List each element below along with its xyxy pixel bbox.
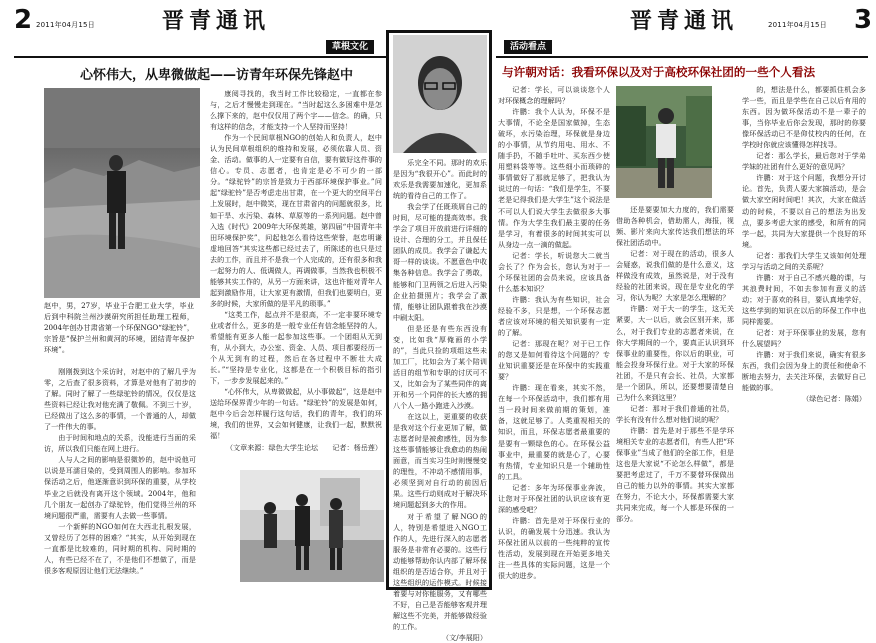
- paragraph: 在这以上，更重要的收获是我对这个行业更加了解，做志愿者时是被愈感性，因为参这些事情能够让我愈动的热闹面意，而当实习生时则慢慢变的理性，不冲动不感情用事，必须坚到对自行动的前因后果。这些行动则成对于解决环境问题起到多大的作用。: [393, 412, 487, 510]
- paragraph: 许鹏：对于大一的学生，这无关紧要，大一以后，就会区别开来，那么，对于我们专业的志愿者来说，在你大学期间的一个，要真正认识到环保事业的重要性，你以后的职业，可能会投身环保行业。对于大家的环保社团，不是只有会长、社员，大家都是一个团队，所以，还要想要清楚自己为什么来到这里？: [616, 304, 734, 402]
- paragraph: 许鹏：首先是对于那些不是学环境相关专业的志愿者们，有些人把“环保事业”当成了他们的全部工作，但是这也是大家说“不论怎么样做”，都是要把考虑过了，千万不要替环保做出自己的能力以外的事情。其实大家都在努力，不论大小，环保都需要大家共同来完成，每一个人都是环保的一部分。: [616, 425, 734, 524]
- paragraph: 记者：多年为环保事业奔波，让您对于环保社团的认识应该有更深的感受吧？: [498, 482, 610, 514]
- paragraph: 乐完全不同。那时的欢乐是因为“我很开心”。而此时的欢乐是我需要加速化，更加系统的看待自己的工作了。: [393, 158, 487, 201]
- author-portrait-art: [393, 35, 487, 153]
- left-col-1: [44, 366, 196, 602]
- paragraph: 记者：学长，听说您大二就当会长了？作为会长，您认为对于一个环保社团的会员来说，应该具备什么基本知识？: [498, 250, 610, 293]
- photo-author-portrait: [393, 35, 487, 153]
- paragraph: 由于时间和地点的关系，没能进行当面的采访，所以我们只能在网上进行。: [44, 433, 196, 454]
- paragraph: 记者：那我们大学生又该如何处理学习与活动之间的关系呢？: [742, 250, 866, 271]
- paragraph: 记者：那现在呢？对于已工作的您又是如何看待这个问题的？专业知识重要还是在环保中的实践重要？: [498, 339, 610, 382]
- header-rule: [14, 56, 386, 58]
- article-headline: 与许朝对话：我看环保以及对于高校环保社团的一些个人看法: [502, 65, 816, 79]
- paragraph: 许鹏：我认为有些知识，社会经验不多，只是想，一个环保志愿者应该对环境的相关知识要有一定的了解。: [498, 294, 610, 338]
- section-tag: 草根文化: [326, 40, 374, 54]
- volunteers-photo-art: [240, 470, 384, 582]
- center-col: [393, 157, 487, 643]
- paragraph: 许鹏：现在看来，其实不然，在每一个环保活动中，我们都有用当一段时间来做前期的策划，准备，这就足够了。人类重视相关的知识，而且，环保志愿者最重要的是要有一颗绿色的心。在环保公益事业中，最重要的就是心了，心要有热情，专业知识只是一个辅助性的工具。: [498, 383, 610, 481]
- right-col-3: [742, 84, 866, 606]
- paragraph: 康阅寻找的，我当时工作比较稳定，一直都在参与，之后才慢慢走到现在。“当时起这么多困难中是怎么撑下来的，赵中仅仅用了两个字——信念。的确，只有这样的信念，才能支持一个人坚持而坚持！: [210, 89, 382, 132]
- photo-volunteers: [240, 470, 384, 582]
- paper-name: 晋青通讯: [630, 9, 739, 34]
- paragraph: 作为一个民间草根NGO的创始人和负责人，赵中认为民间草根组织的维持和发展，必须依靠人员、资金、活动。做事的人一定要有自信，要有做好这件事的信心。专员、志愿者，也肯定是必不可少的一部分。“绿驼铃”的宗旨是致力于西部环境保护事业。”问起“绿驼铃”是否考虑走出甘肃，在一个更大的空间平台上发展时，赵中微笑，现在甘肃省内的问题就很多，比如干旱、水污染、森林、草原等的一系列问题。赵中曾入选《时代》2009年大环保英雄，第四届“中国青年丰田环境保护奖”，问起他怎么看待这些荣誉，赵忠明谦虚地回答“其实这些都已经过去了，所陈述的也只是过去的工作，而且并不是我一个人完成的，还有很多和我一起努力的人、低调做人，再调做事，当然我也积极不能够其实工作的，从另一方面来讲，这也许能对青年人起到激励作用，让大家更有激情，但我们也要明白，更多的时候，大家所做的是平凡的琐事。”: [210, 133, 382, 308]
- paragraph: 人与人之间的影响是很微妙的，赵中说他可以说是耳濡目染的，受到周围人的影响。参加环保活动之后，他逐渐意识到环保的重要，从学校毕业之后就没有离开这个领域。2004年，他和几个朋友一起创办了绿驼铃，他们觉得兰州的环境问题很严重，需要有人去做一些事情。: [44, 455, 196, 520]
- paragraph: 许鹏：对于我们来说，确实有很多东西，我们会因为身上的责任和使命不断地去努力，去关注环保，去做好自己能做的事。: [742, 350, 866, 393]
- byline: （绿色记者：陈娟）: [802, 394, 866, 404]
- section-tag: 活动看点: [504, 40, 552, 54]
- paragraph: “心怀伟大，从卑微做起，从小事做起”，这是赵中送给环保界青少年的一句话。“绿驼铃”的发展是如何，赵中今后会怎样履行这句话，我们的青年，我们的环境，我们的世界，又会如何健康，让我们一起，默默祝福！: [210, 387, 382, 441]
- paragraph: 记者：对于现在的活动，很多人会疑惑，说我们做的是什么意义，这样做没有成效，虽然说是，对于没有经验的社团来说，现在是专业化的学习，你认为呢？大家是怎么理解的？: [616, 249, 734, 303]
- paragraph: 记者：那对于我们普通的社员，学长有没有什么想对他们说的呢？: [616, 403, 734, 424]
- desert-photo-art: [44, 88, 200, 298]
- right-col-1: [498, 84, 610, 604]
- photo-xu-peng: [616, 86, 712, 198]
- paragraph: 许鹏：对于这个问题，我想分开讨论。首先，负责人要大家搞活动，是会做大家空闲时间吧！其次，大家在做活动的时候，不要以自己的想法为出发点，要多考虑大家的感受，和所有的同学一起，共同为大家提供一个良好的环境。: [742, 173, 866, 249]
- paragraph: “这类工作，起点并不是很高，不一定非要环境专业或者什么，更多的是一般专业任有信念能坚持的人，希望能有更多人能一起参加这些事。一个团组从无到有，从小到大，办公室、资金、人员、项目都要经历一个从无到有的过程，然后在各过程中不断壮大成长。”“坚持是专业化，这都是在一个积极目标的指引下，一步步发展起来的。”: [210, 309, 382, 386]
- paragraph: 我会学了任既琐屑自己的时间，尽可能的提高效率。我学会了项目开放前进行详细的设计、合理的分工，并且保任团队的成员。我学会了谦起大哥一样的谈谈。不愿意色中收集各种信息。我学会了勇敢，能够和门卫两领之后进入污染企业拍摄照片；我学会了激情，能够让团队跟着我在沙漠中刷太阳。: [393, 202, 487, 322]
- center-boxed-column: [386, 30, 492, 643]
- left-col-2: [210, 88, 382, 488]
- article-headline: 心怀伟大，从卑微做起——访青年环保先锋赵中: [80, 68, 354, 83]
- photo-zhao-zhong-desert: [44, 88, 200, 298]
- issue-date: 2011年04月15日: [36, 21, 95, 29]
- paragraph: 记者：那么学长，最后您对于学弟学妹的社团有什么更好的意见吗？: [742, 151, 866, 172]
- paragraph: 对于希望了解NGO的人，特别是希望进入NGO工作的人，先进行深入的志愿者服务是非常有必要的。这些行动能够帮助你认内部了解环保组织的是否适合你，并且对于这些组织的运作模式。时候接着要与对你能服务，又有哪些不好，自己是否能够客观并理解这些不完美，并能够做经验的工作。: [393, 511, 487, 631]
- paragraph: 记者：对于环保事业的发展，您有什么展望吗？: [742, 328, 866, 349]
- page-3: [492, 0, 873, 616]
- paragraph: 的，想法是什么，都要抓住机会多学一些，而且是学些在自己以后有用的东西。因为做环保活动不是一辈子的事，当你毕业后你会发现，那时的你要像环保活动已不是仰仗校内的任何，在学校时你就应该懂得怎样找寻。: [742, 85, 866, 150]
- paragraph: 刚刚拨到这个采访时，对赵中的了解几乎为零，之后查了很多资料，才算是对他有了初步的了解。同时了解了一些绿驼铃的情况，仅仅是这些资料已经让我对他充满了敬佩。不到三十岁，已经做出了这么多的事情，一个普通的人，却做了一件伟大的事。: [44, 367, 196, 432]
- page-2: [14, 0, 386, 616]
- page-number: 3: [854, 5, 873, 35]
- paragraph: 但是还是有些东西没有变，比如我“厚俺画的小学的”，当此只捡的项组这些未加工厂，比如会为了某个陪训活目的组节和专职的讨厌可不又，比如会为了某些同伴的离开和另一个同伴的长大感的拥八个人一路小跑进入沙漠。: [393, 323, 487, 411]
- page-2-folio: [14, 5, 95, 35]
- byline: （文章来源：绿色大学生论坛 记者：杨岳莲）: [225, 442, 382, 452]
- paragraph: 许鹏：对于自己不感兴趣的课，与其浪费时间，不如去参加有意义的活动；对于喜欢的科目，要认真地学好，这些学到的知识在以后的环保工作中也同样需要。: [742, 272, 866, 326]
- paragraph: 还是要要加大力度的，我们需要借助各种机会，借助需人，海报，视频、影片来向大家传达我们想法的环保社团活动中。: [616, 205, 734, 248]
- photo-caption: 赵中，男，27岁，毕业于合肥工业大学，毕业后到中科院兰州沙漠研究所担任助理工程师，2004年创办甘肃省第一个环保NGO“绿驼铃”，宗旨是“保护兰州和黄河的环境，团结青年保护环境”。: [44, 301, 194, 354]
- paragraph: 许鹏：我个人认为，环保不是大事情，不论全是国家做掉，生态破坏，水污染治理，环保就是身边的小事情，从节约用电、用水、不随手扔，不随手吐叶、买东西少使用塑料袋等等。这些细小而琐碎的事情做好了那就足够了，把我认为说过的一句话：“我们是学生，不要老是记得我们是大学生”这个说法是不可以人们说大学生去做很多大事情。作为大学生我们最主要的任务是学习，有着很多的时间其实可以从身边一点一滴的做起。: [498, 107, 610, 249]
- right-col-2: [616, 204, 734, 604]
- paper-name: 晋青通讯: [162, 9, 271, 34]
- issue-date: 2011年04月15日: [768, 21, 827, 29]
- header-rule: [496, 56, 868, 58]
- page-number: 2: [14, 5, 33, 35]
- xu-peng-photo-art: [616, 86, 712, 198]
- paragraph: 许鹏：首先是对于环保行业的认识，的确发展十分迅速。我认为环保社团从以前的一些纯粹的宣传性活动，发展到现在开始更多地关注一些具体的实际问题，这是一个很大的进步。: [498, 515, 610, 581]
- byline: （文/李展阳）: [442, 633, 487, 643]
- paragraph: 记者：学长，可以谈谈您个人对环保概念的理解吗？: [498, 85, 610, 106]
- paragraph: 一个新鲜的NGO如何在大西北扎根发展，又曾经历了怎样的困难？“其实，从开始到现在一直都是比较难的，同时期的机构、同时期的人，有些已经不在了，不是他们不想做了，而是很多客观原因让他们无法继续。”: [44, 521, 196, 575]
